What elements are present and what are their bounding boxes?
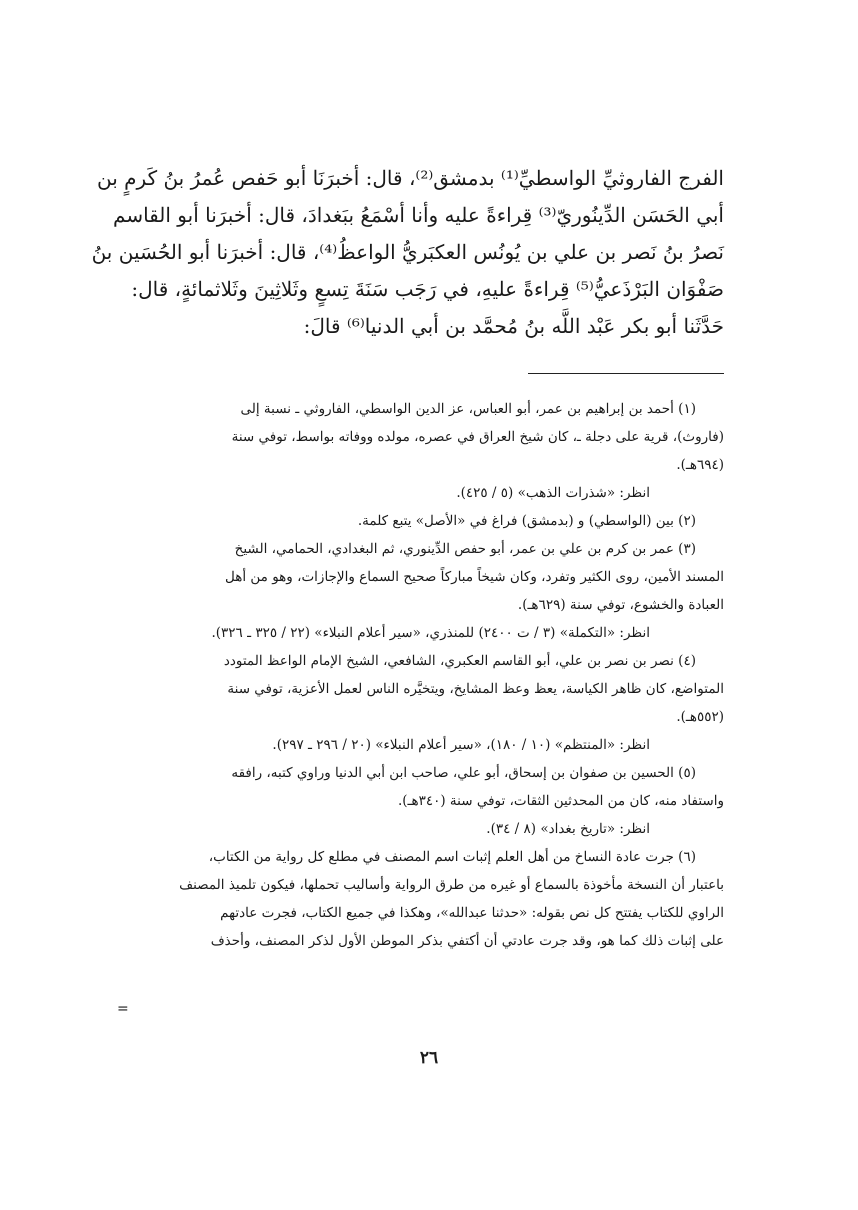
footnote-line: الراوي للكتاب يفتتح كل نص بقوله: «حدثنا عبدالله»، وهكذا في جميع الكتاب، فجرت عادتهم [220, 905, 724, 921]
footnote-line: (٥) الحسين بن صفوان بن إسحاق، أبو علي، صاحب ابن أبي الدنيا وراوي كتبه، رافقه [231, 765, 696, 781]
footnote-line: واستفاد منه، كان من المحدثين الثقات، توفي سنة (٣٤٠هـ). [397, 793, 724, 809]
footnote-line: على إثبات ذلك كما هو، وقد جرت عادتي أن أكتفي بذكر الموطن الأول لذكر المصنف، وأحذف [210, 933, 724, 949]
main-text-line: الفرج الفاروثيِّ الواسطيِّ⁽¹⁾ بدمشق⁽²⁾، قال: أخبرَنَا أبو حَفص عُمرُ بنُ كَرمٍ بن [97, 166, 724, 190]
main-text-line: حَدَّثَنا أبو بكر عَبْد اللَّه بنُ مُحمَّد بن أبي الدنيا⁽⁶⁾ قالَ: [303, 314, 724, 338]
footnote-reference: انظر: «تاريخ بغداد» (٨ / ٣٤). [486, 821, 650, 837]
footnote-line: (٦٩٤هـ). [676, 457, 724, 473]
footnote-line: (١) أحمد بن إبراهيم بن عمر، أبو العباس، عز الدين الواسطي، الفاروثي ـ نسبة إلى [240, 401, 696, 417]
footnote-reference: انظر: «التكملة» (٣ / ت ٢٤٠٠) للمنذري، «سير أعلام النبلاء» (٢٢ / ٣٢٥ ـ ٣٢٦). [211, 625, 650, 641]
footnote-6 [128, 843, 724, 955]
main-text-block [91, 160, 724, 345]
footnote-line: العبادة والخشوع، توفي سنة (٦٢٩هـ). [517, 597, 724, 613]
main-text-line: نَصرُ بنُ نَصر بن علي بن يُونُس العكبَريُّ الواعظُ⁽⁴⁾، قال: أخبرَنا أبو الحُسَين بنُ [91, 240, 724, 264]
footnote-line: المسند الأمين، روى الكثير وتفرد، وكان شيخاً مباركاً صحيح السماع والإجازات، وهو من أهل [225, 569, 724, 585]
footnote-reference: انظر: «شذرات الذهب» (٥ / ٤٢٥). [456, 485, 650, 501]
main-text-line: أبي الحَسَن الدِّينُوريّ⁽³⁾ قِراءةً عليه وأنا أسْمَعُ ببَغدادَ، قال: أخبرَنا أبو القاسم [113, 203, 724, 227]
footnote-reference: انظر: «المنتظم» (١٠ / ١٨٠)، «سير أعلام النبلاء» (٢٠ / ٢٩٦ ـ ٢٩٧). [272, 737, 650, 753]
footnote-5 [128, 759, 724, 843]
footnote-line: المتواضع، كان ظاهر الكياسة، يعظ وعظ المشايخ، ويتخيَّره الناس لعمل الأعزية، توفي سنة [227, 681, 724, 697]
footnote-line: (٤) نصر بن نصر بن علي، أبو القاسم العكبري، الشافعي، الشيخ الإمام الواعظ المتودد [223, 653, 696, 669]
footnote-3 [128, 535, 724, 647]
footnote-line: (٢) بين (الواسطي) و (بدمشق) فراغ في «الأصل» يتبع كلمة. [357, 513, 696, 529]
page-number: ٢٦ [419, 1048, 439, 1068]
footnote-line: (٣) عمر بن كرم بن علي بن عمر، أبو حفص الدِّينوري، ثم البغدادي، الحمامي، الشيخ [234, 541, 696, 557]
main-text-line: صَفْوَان البَرْذَعيُّ⁽⁵⁾ قِراءةً عليهِ، في رَجَب سَنَةَ تِسعٍ وثَلاثِينَ وثَلاثمائةٍ، قال: [131, 277, 724, 301]
footnote-line: (٥٥٢هـ). [676, 709, 724, 725]
footnote-separator-rule [528, 373, 724, 374]
footnote-4 [128, 647, 724, 759]
footnote-line: باعتبار أن النسخة مأخوذة بالسماع أو غيره من طرق الرواية وأساليب تحملها، فيكون تلميذ المصنف [179, 877, 724, 893]
footnote-line: (فاروث)، قرية على دجلة ـ، كان شيخ العراق في عصره، مولده ووفاته بواسط، توفي سنة [231, 429, 724, 445]
footnote-2 [128, 507, 724, 535]
continuation-mark: = [117, 1001, 129, 1017]
footnotes-block [128, 395, 724, 955]
footnote-1 [128, 395, 724, 507]
footnote-line: (٦) جرت عادة النساخ من أهل العلم إثبات اسم المصنف في مطلع كل رواية من الكتاب، [208, 849, 696, 865]
